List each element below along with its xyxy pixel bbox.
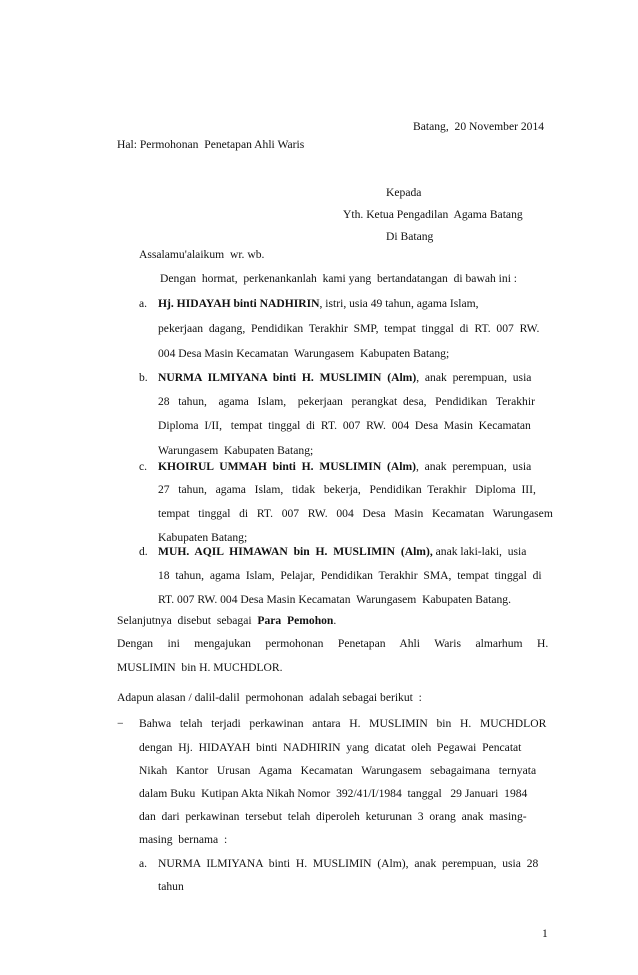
list-marker: b. — [139, 371, 148, 384]
applicant-a-line-3: 004 Desa Masin Kecamatan Warungasem Kabupaten Batang; — [158, 347, 450, 360]
applicant-d-line-2: 18 tahun, agama Islam, Pelajar, Pendidikan Terakhir SMA, tempat tinggal di — [158, 569, 542, 582]
list-marker: d. — [139, 545, 148, 558]
page-number: 1 — [542, 927, 548, 940]
applicant-detail: , istri, usia 49 tahun, agama Islam, — [319, 297, 479, 310]
applicant-name: NURMA ILMIYANA binti H. MUSLIMIN (Alm) — [158, 371, 417, 384]
reason-line-2: dengan Hj. HIDAYAH binti NADHIRIN yang dicatat oleh Pegawai Pencatat — [139, 741, 522, 754]
recipient-line-2: Yth. Ketua Pengadilan Agama Batang — [343, 208, 523, 221]
applicant-b-line-4: Warungasem Kabupaten Batang; — [158, 444, 314, 457]
applicant-d-line-3: RT. 007 RW. 004 Desa Masin Kecamatan Warungasem Kabupaten Batang. — [158, 593, 511, 606]
dash-marker: − — [117, 717, 124, 730]
child-a-line-1: NURMA ILMIYANA binti H. MUSLIMIN (Alm), anak perempuan, usia 28 — [158, 857, 539, 870]
applicant-c-line-3: tempat tinggal di RT. 007 RW. 004 Desa Masin Kecamatan Warungasem — [158, 507, 553, 520]
applicant-name: Hj. HIDAYAH binti NADHIRIN — [158, 297, 320, 310]
reason-line-4: dalam Buku Kutipan Akta Nikah Nomor 392/41/I/1984 tanggal 29 Januari 1984 — [139, 787, 528, 800]
applicant-c-line-2: 27 tahun, agama Islam, tidak bekerja, Pendidikan Terakhir Diploma III, — [158, 483, 536, 496]
para-pemohon-prefix: Selanjutnya disebut sebagai — [117, 614, 258, 627]
list-marker: a. — [139, 297, 148, 310]
para-pemohon-line — [117, 613, 336, 628]
recipient-line-1: Kepada — [386, 186, 422, 199]
reason-line-6: masing bernama : — [139, 833, 228, 846]
applicant-detail: , anak perempuan, usia — [415, 460, 532, 473]
reason-line-5: dan dari perkawinan tersebut telah diperoleh keturunan 3 orang anak masing- — [139, 810, 527, 823]
applicant-detail: , anak perempuan, usia — [416, 371, 532, 384]
reason-line-1: Bahwa telah terjadi perkawinan antara H. MUSLIMIN bin H. MUCHDLOR — [139, 717, 547, 730]
request-line-2: MUSLIMIN bin H. MUCHDLOR. — [117, 661, 283, 674]
para-pemohon-term: Para Pemohon — [257, 614, 334, 627]
request-line-1: Dengan ini mengajukan permohonan Penetapan Ahli Waris almarhum H. — [117, 637, 549, 650]
reasons-intro: Adapun alasan / dalil-dalil permohonan adalah sebagai berikut : — [117, 691, 422, 704]
applicant-a-line-1 — [158, 296, 548, 311]
applicant-name: MUH. AQIL HIMAWAN bin H. MUSLIMIN (Alm), — [158, 545, 433, 558]
applicant-detail: anak laki-laki, usia — [432, 545, 527, 558]
date-line: Batang, 20 November 2014 — [413, 120, 545, 133]
list-marker: c. — [139, 460, 148, 473]
subject-line: Hal: Permohonan Penetapan Ahli Waris — [117, 138, 305, 151]
intro-paragraph: Dengan hormat, perkenankanlah kami yang bertandatangan di bawah ini : — [160, 272, 518, 285]
applicant-a-line-2: pekerjaan dagang, Pendidikan Terakhir SMP, tempat tinggal di RT. 007 RW. — [158, 322, 540, 335]
recipient-line-3: Di Batang — [386, 230, 434, 243]
list-marker: a. — [139, 857, 148, 870]
applicant-b-line-3: Diploma I/II, tempat tinggal di RT. 007 RW. 004 Desa Masin Kecamatan — [158, 419, 531, 432]
reason-line-3: Nikah Kantor Urusan Agama Kecamatan Warungasem sebagaimana ternyata — [139, 764, 537, 777]
applicant-b-line-1 — [158, 370, 531, 385]
greeting: Assalamu'alaikum wr. wb. — [139, 248, 265, 261]
applicant-c-line-4: Kabupaten Batang; — [158, 531, 248, 544]
applicant-b-line-2: 28 tahun, agama Islam, pekerjaan perangkat desa, Pendidikan Terakhir — [158, 395, 535, 408]
child-a-line-2: tahun — [158, 880, 184, 893]
applicant-c-line-1 — [158, 459, 531, 474]
para-pemohon-suffix: . — [333, 614, 337, 627]
applicant-name: KHOIRUL UMMAH binti H. MUSLIMIN (Alm) — [158, 460, 416, 473]
applicant-d-line-1 — [158, 544, 526, 559]
